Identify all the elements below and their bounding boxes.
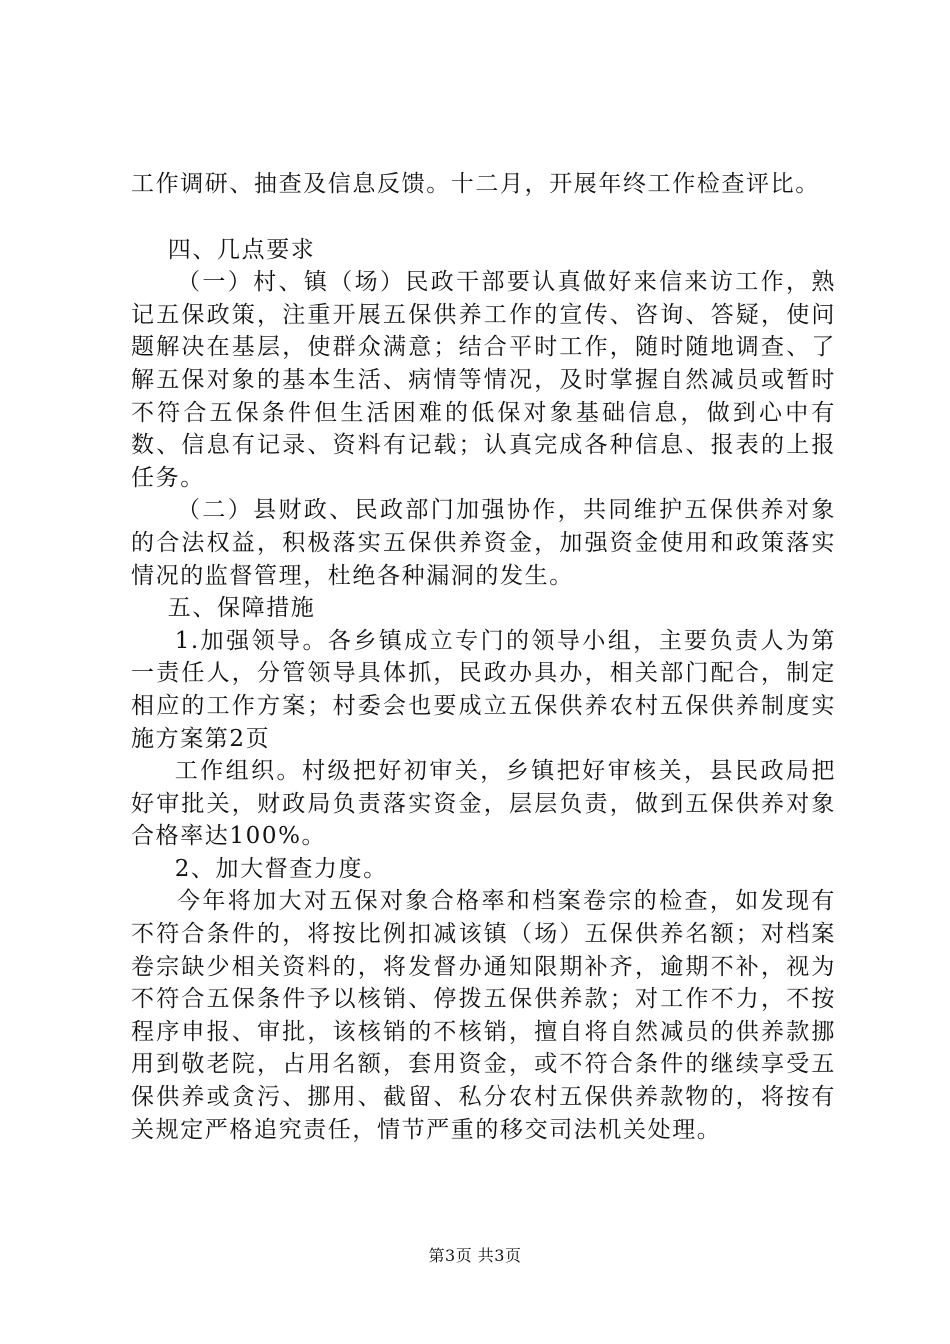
paragraph-safeguard-supervision-title: 2、加大督查力度。 [174,855,388,882]
paragraph-requirement-1: （一）村、镇（场）民政干部要认真做好来信来访工作，熟记五保政策，注重开展五保供养工作的宣传、咨询、答疑，使问题解决在基层，使群众满意；结合平时工作，随时随地调查、了解五保对象的基本生活、病情等情况，及时掌握自然减员或暂时不符合五保条件但生活困难的低保对象基础信息，做到心中有数、信息有记录、资料有记载；认真完成各种信息、报表的上报任务。 [131,269,836,491]
section-heading-safeguards: 五、保障措施 [167,595,316,622]
document-body [131,168,836,1146]
paragraph-work-schedule-end: 工作调研、抽查及信息反馈。十二月，开展年终工作检查评比。 [131,171,820,197]
paragraph-supervision-details: 今年将加大对五保对象合格率和档案卷宗的检查，如发现有不符合条件的，将按比例扣减该镇（场）五保供养名额；对档案卷宗缺少相关资料的，将发督办通知限期补齐，逾期不补，视为不符合五保条件予以核销、停拨五保供养款；对工作不力，不按程序申报、审批，该核销的不核销，擅自将自然减员的供养款挪用到敬老院，占用名额，套用资金，或不符合条件的继续享受五保供养或贪污、挪用、截留、私分农村五保供养款物的，将按有关规定严格追究责任，情节严重的移交司法机关处理。 [131,888,836,1143]
page-footer: 第3页 共3页 [428,1246,522,1265]
paragraph-work-organization: 工作组织。村级把好初审关，乡镇把好审核关，县民政局把好审批关，财政局负责落实资金，层层负责，做到五保供养对象合格率达100%。 [131,758,836,850]
section-heading-requirements: 四、几点要求 [167,236,316,263]
paragraph-safeguard-leadership: 1.加强领导。各乡镇成立专门的领导小组，主要负责人为第一责任人，分管领导具体抓，民政办具办，相关部门配合，制定相应的工作方案；村委会也要成立五保供养农村五保供养制度实施方案第2页 [131,627,836,752]
paragraph-requirement-2: （二）县财政、民政部门加强协作，共同维护五保供养对象的合法权益，积极落实五保供养资金，加强资金使用和政策落实情况的监督管理，杜绝各种漏洞的发生。 [131,497,836,589]
